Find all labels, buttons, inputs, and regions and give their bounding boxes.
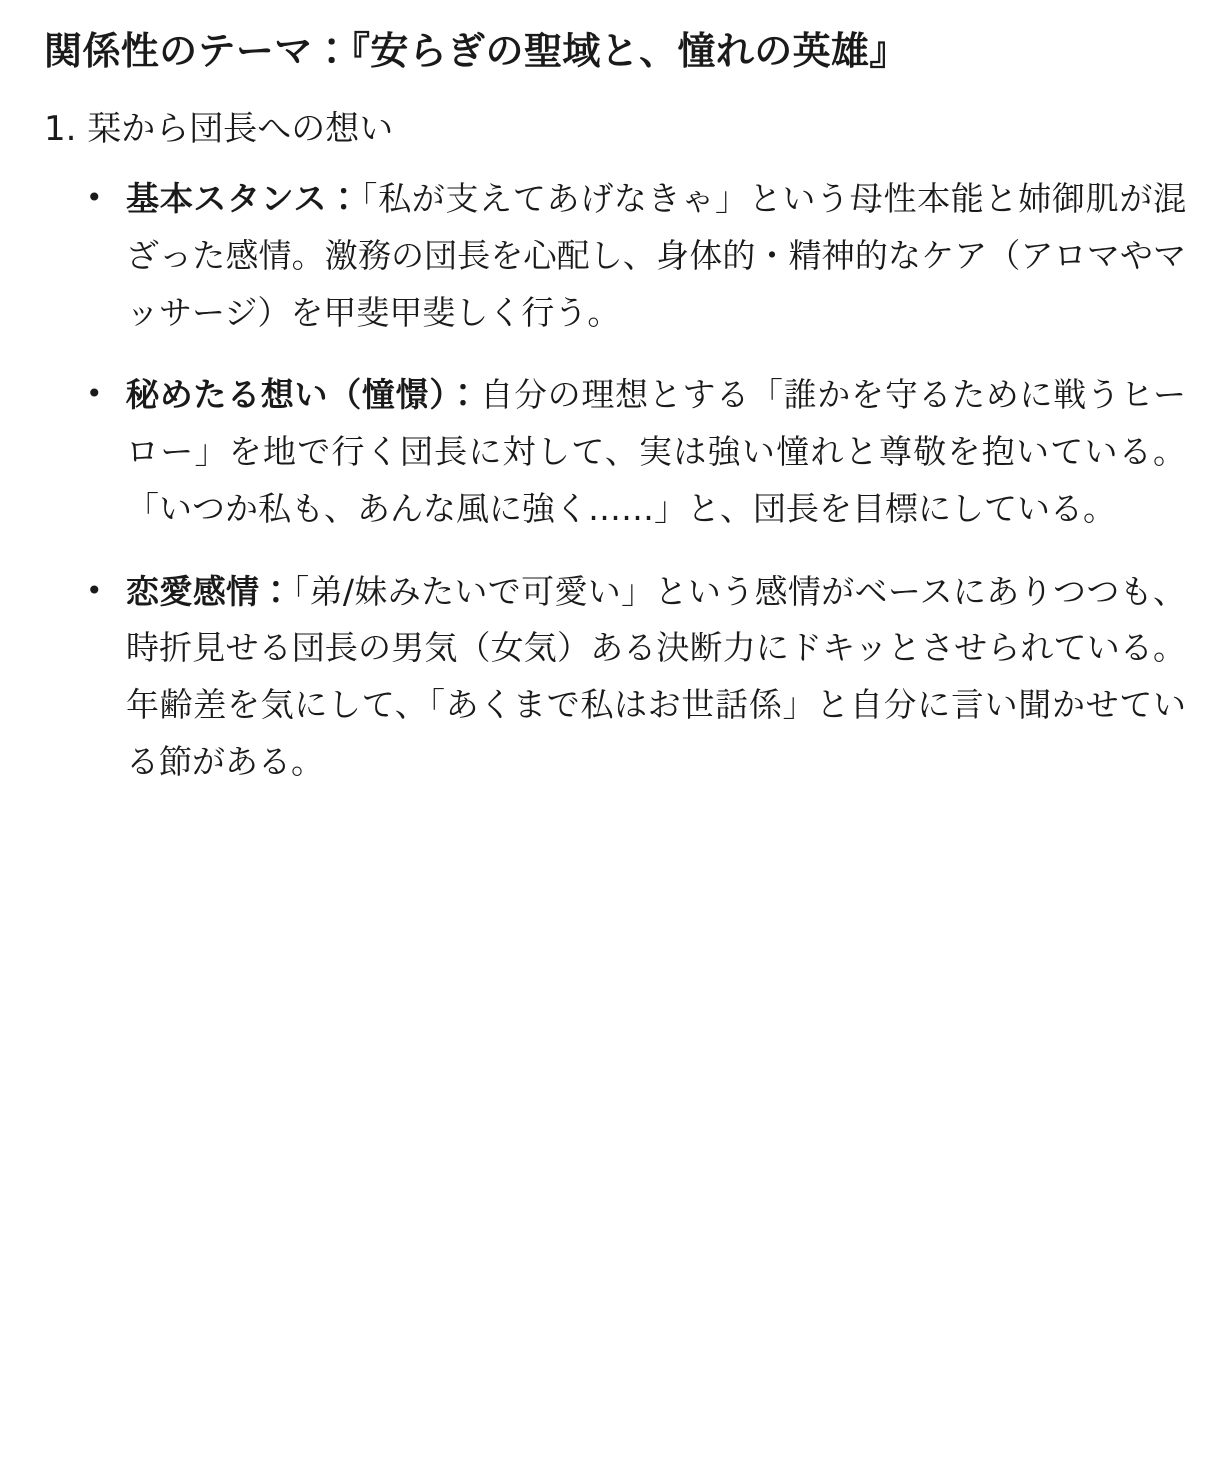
page-title: 関係性のテーマ：『安らぎの聖域と、憧れの英雄』 [44, 29, 908, 73]
section-heading: 1. 栞から団長への想い [44, 109, 394, 150]
list-item [44, 171, 1186, 341]
list-item-text: 「弟/妹みたいで可愛い」という感情がベースにありつつも、時折見せる団長の男気（女気）ある決断力にドキッとさせられている。年齢差を気にして、「あくまで私はお世話係」と自分に言い聞かせている節がある。 [126, 571, 1187, 781]
list-item-lead: 基本スタンス： [126, 179, 361, 219]
list-item [44, 564, 1186, 791]
list-item-text: 自分の理想とする「誰かを守るために戦うヒーロー」を地で行く団長に対して、実は強い憧れと尊敬を抱いている。「いつか私も、あんな風に強く……」と、団長を目標にしている。 [126, 375, 1187, 528]
list-item-lead: 秘めたる想い（憧憬）： [126, 375, 481, 415]
list-item [44, 367, 1186, 537]
bullet-list [44, 171, 1186, 791]
list-item-text: 「私が支えてあげなきゃ」という母性本能と姉御肌が混ざった感情。激務の団長を心配し、身体的・精神的なケア（アロマやマッサージ）を甲斐甲斐しく行う。 [126, 179, 1187, 332]
list-item-lead: 恋愛感情： [126, 571, 293, 611]
